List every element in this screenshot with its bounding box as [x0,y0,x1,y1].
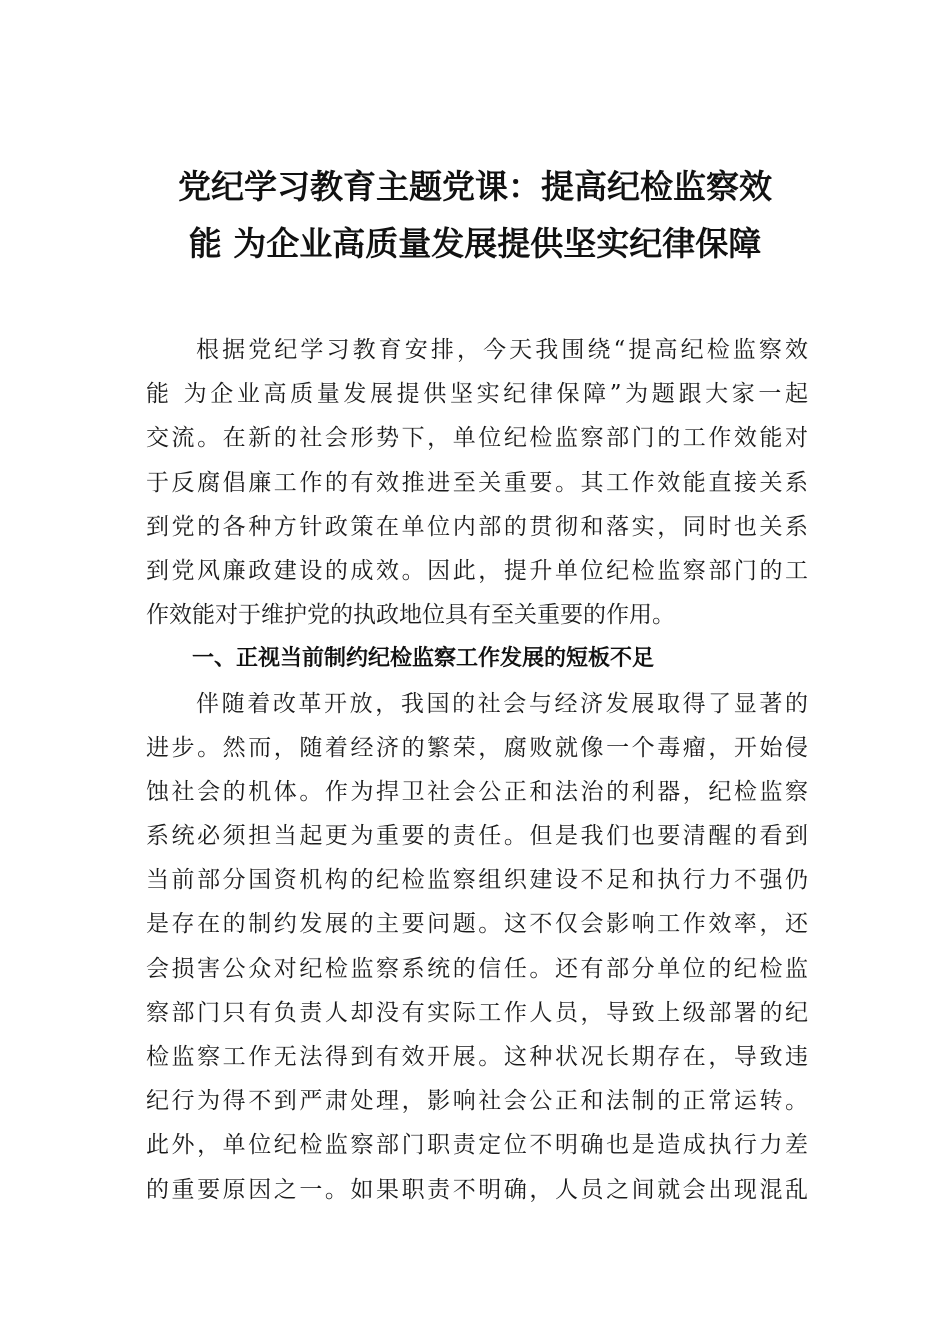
text-line: 到党风廉政建设的成效。因此，提升单位纪检监察部门的工 [146,557,808,584]
text-line: 是存在的制约发展的主要问题。这不仅会影响工作效率，还 [146,911,808,938]
title-line: 能 为企业高质量发展提供坚实纪律保障 [188,224,762,263]
section-heading: 一、正视当前制约纪检监察工作发展的短板不足 [192,646,655,672]
text-line: 伴随着改革开放，我国的社会与经济发展取得了显著的 [196,690,808,717]
text-line: 系统必须担当起更为重要的责任。但是我们也要清醒的看到 [146,823,808,850]
text-line: 能 为企业高质量发展提供坚实纪律保障”为题跟大家一起 [146,381,808,408]
paragraph-intro [146,328,808,637]
text-line: 察部门只有负责人却没有实际工作人员，导致上级部署的纪 [146,999,808,1026]
text-line: 的重要原因之一。如果职责不明确，人员之间就会出现混乱 [146,1176,808,1203]
title-line: 党纪学习教育主题党课：提高纪检监察效 [178,167,772,206]
text-line: 当前部分国资机构的纪检监察组织建设不足和执行力不强仍 [146,867,808,894]
text-line: 检监察工作无法得到有效开展。这种状况长期存在，导致违 [146,1044,808,1070]
text-line: 进步。然而，随着经济的繁荣，腐败就像一个毒瘤，开始侵 [146,734,808,761]
document-title [140,158,810,272]
text-line: 此外，单位纪检监察部门职责定位不明确也是造成执行力差 [146,1132,808,1159]
text-line: 纪行为得不到严肃处理，影响社会公正和法制的正常运转。 [146,1088,808,1115]
document-body [146,328,808,1212]
text-line: 于反腐倡廉工作的有效推进至关重要。其工作效能直接关系 [146,469,808,496]
text-line: 会损害公众对纪检监察系统的信任。还有部分单位的纪检监 [146,955,808,982]
text-line: 交流。在新的社会形势下，单位纪检监察部门的工作效能对 [146,425,808,452]
text-line: 根据党纪学习教育安排，今天我围绕“提高纪检监察效 [196,337,808,363]
paragraph-section1 [146,682,808,1212]
text-line: 到党的各种方针政策在单位内部的贯彻和落实，同时也关系 [146,513,808,540]
text-line: 作效能对于维护党的执政地位具有至关重要的作用。 [146,602,675,629]
text-line: 蚀社会的机体。作为捍卫社会公正和法治的利器，纪检监察 [146,778,808,805]
